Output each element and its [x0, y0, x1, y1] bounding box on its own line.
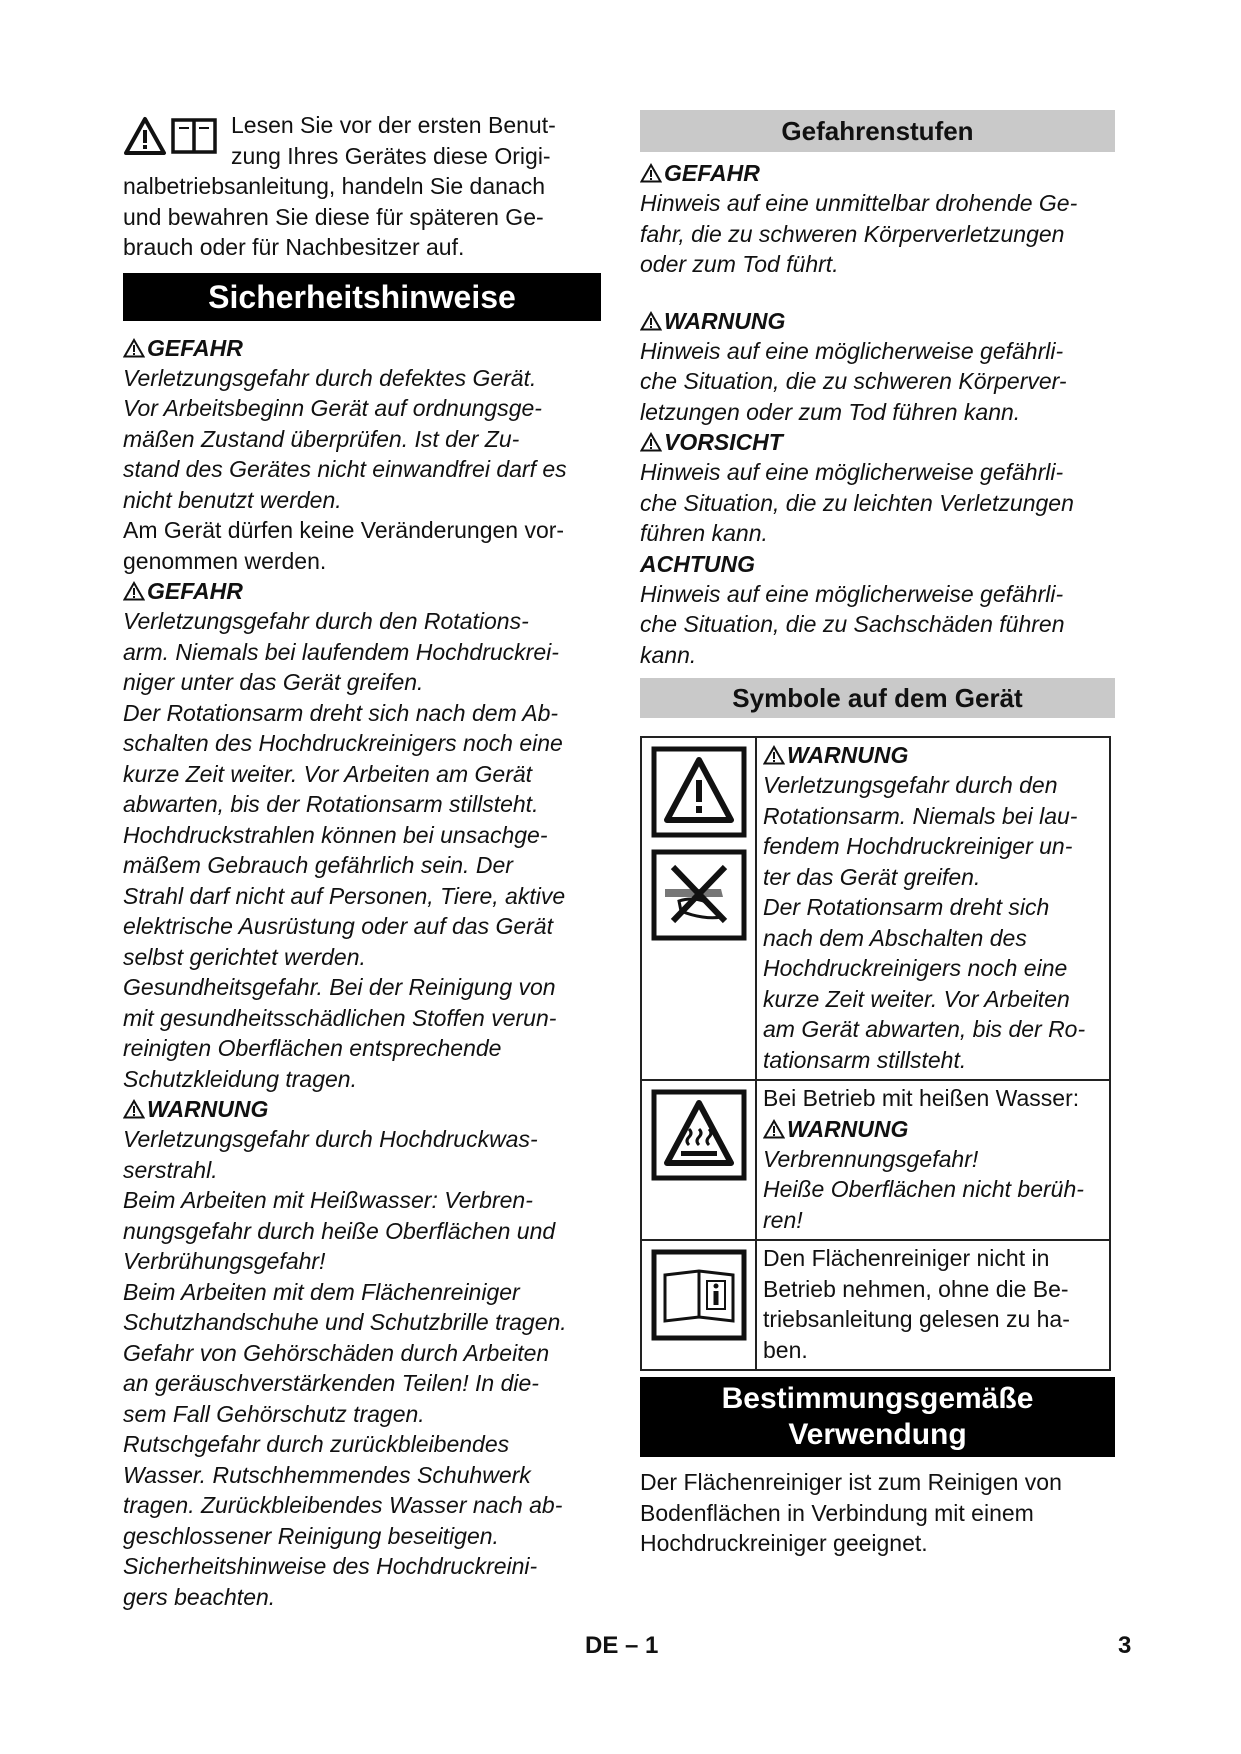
text-line: Verbrennungsgefahr!	[763, 1145, 979, 1172]
text-line: Wasser. Rutschhemmendes Schuhwerk	[123, 1461, 531, 1488]
text-line: Der Rotationsarm dreht sich	[763, 894, 1050, 920]
bestimmung-text	[640, 1467, 1115, 1559]
danger-level-achtung	[640, 549, 1115, 671]
symbol-row-hot-surface	[641, 1080, 1110, 1240]
hot-water-intro: Bei Betrieb mit heißen Wasser:	[763, 1085, 1080, 1111]
warnung-text	[123, 1124, 601, 1612]
warnung-label	[123, 1094, 601, 1124]
section-title-sicherheitshinweise: Sicherheitshinweise	[123, 273, 601, 321]
right-column	[640, 110, 1115, 1559]
text-line: che Situation, die zu leichten Verletzungen	[640, 489, 1074, 516]
text-line: niger unter das Gerät greifen.	[123, 669, 424, 695]
text-line: che Situation, die zu schweren Körperver-	[640, 368, 1067, 394]
text-line: sem Fall Gehörschutz tragen.	[123, 1400, 425, 1427]
gefahr-label	[123, 576, 601, 606]
text-line: kurze Zeit weiter. Vor Arbeiten am Gerät	[123, 760, 533, 787]
text-line: Betrieb nehmen, ohne die Be-	[763, 1275, 1069, 1302]
text-line: che Situation, die zu Sachschäden führen	[640, 611, 1065, 637]
section-title-symbole: Symbole auf dem Gerät	[640, 678, 1115, 718]
symbols-table	[640, 736, 1111, 1371]
symbol1-text	[763, 770, 1105, 1075]
text-line: am Gerät abwarten, bis der Ro-	[763, 1016, 1086, 1042]
text-line: Den Flächenreiniger nicht in	[763, 1245, 1050, 1271]
warning-triangle-icon	[763, 1119, 785, 1139]
text-line: ren!	[763, 1206, 803, 1233]
danger-levels	[640, 158, 1115, 670]
text-line: Hinweis auf eine unmittelbar drohende Ge-	[640, 190, 1078, 216]
level-label-text: WARNUNG	[664, 307, 786, 334]
warning-sign-icon	[651, 746, 747, 838]
gefahr-block-2	[123, 576, 601, 1094]
text-line: elektrische Ausrüstung oder auf das Gerät	[123, 913, 553, 939]
symbol3-text	[763, 1243, 1105, 1365]
text-line: nicht benutzt werden.	[123, 486, 342, 513]
danger-level-warnung	[640, 306, 1115, 428]
text-line: Hochdruckstrahlen können bei unsachge-	[123, 821, 548, 848]
text-line: Sicherheitshinweise des Hochdruckreini-	[123, 1553, 538, 1579]
read-manual-icon	[651, 1249, 747, 1341]
text-line: Der Rotationsarm dreht sich nach dem Ab-	[123, 699, 559, 726]
gefahr1-italic-text	[123, 363, 601, 516]
text-line: fendem Hochdruckreiniger un-	[763, 833, 1073, 859]
symbol2-text	[763, 1144, 1105, 1236]
symbol-text-cell	[756, 737, 1110, 1080]
symbol-row-rotation	[641, 737, 1110, 1080]
text-line: Schutzhandschuhe und Schutzbrille tragen.	[123, 1309, 567, 1335]
text-line: selbst gerichtet werden.	[123, 943, 366, 970]
text-line: ben.	[763, 1336, 808, 1363]
text-line: Rotationsarm. Niemals bei lau-	[763, 802, 1078, 829]
text-line: triebsanleitung gelesen zu ha-	[763, 1306, 1070, 1332]
intro-icons	[123, 116, 217, 156]
symbol-text-cell	[756, 1080, 1110, 1240]
text-line: mäßem Gebrauch gefährlich sein. Der	[123, 852, 513, 878]
symbol-icons-cell	[641, 737, 756, 1080]
danger-level-gefahr	[640, 158, 1115, 280]
warning-triangle-icon	[640, 432, 662, 452]
symbol-text-cell	[756, 1240, 1110, 1370]
symbol-icons-cell	[641, 1080, 756, 1240]
text-line: kurze Zeit weiter. Vor Arbeiten	[763, 985, 1070, 1012]
level-label	[640, 427, 1115, 457]
danger-level-vorsicht	[640, 427, 1115, 549]
symbol-icons-cell	[641, 1240, 756, 1370]
text-line: Verletzungsgefahr durch defektes Gerät.	[123, 364, 537, 391]
text-line: Der Flächenreiniger ist zum Reinigen von	[640, 1469, 1062, 1495]
footer-dash: – 1	[625, 1632, 659, 1659]
level-label	[640, 158, 1115, 188]
warnung-label-text: WARNUNG	[787, 1115, 909, 1142]
level-text	[640, 457, 1115, 549]
level-text	[640, 188, 1115, 280]
gefahr-block-1	[123, 333, 601, 577]
gefahr-label-text: GEFAHR	[147, 578, 243, 604]
text-line: gers beachten.	[123, 1583, 276, 1610]
text-line: Hinweis auf eine möglicherweise gefährli-	[640, 580, 1064, 607]
text-line: nach dem Abschalten des	[763, 924, 1027, 951]
section-title-gefahrenstufen: Gefahrenstufen	[640, 110, 1115, 152]
gefahr-label	[123, 333, 601, 363]
text-line: Vor Arbeitsbeginn Gerät auf ordnungsge-	[123, 395, 542, 421]
text-line: Verbrühungsgefahr!	[123, 1248, 326, 1274]
warnung-label	[763, 1114, 1105, 1144]
left-column	[123, 110, 601, 1612]
gefahr2-text	[123, 606, 601, 1094]
manual-book-icon	[171, 116, 217, 156]
text-line: kann.	[640, 641, 697, 668]
text-line: schalten des Hochdruckreinigers noch eine	[123, 730, 563, 756]
text-line: ter das Gerät greifen.	[763, 863, 981, 890]
level-text	[640, 579, 1115, 671]
warnung-label-text: WARNUNG	[787, 742, 909, 768]
level-label-text: VORSICHT	[664, 429, 783, 455]
text-line: Hinweis auf eine möglicherweise gefährli-	[640, 337, 1064, 364]
text-line: Verletzungsgefahr durch den Rotations-	[123, 608, 529, 634]
text-line: führen kann.	[640, 520, 768, 546]
warning-triangle-icon	[123, 1099, 145, 1119]
no-hand-under-device-icon	[651, 849, 747, 941]
intro	[123, 110, 601, 263]
warning-triangle-icon	[763, 745, 785, 765]
warnung-label-text: WARNUNG	[147, 1096, 269, 1122]
text-line: Hinweis auf eine möglicherweise gefährli-	[640, 459, 1064, 485]
text-line: an geräuschverstärkenden Teilen! In die-	[123, 1370, 539, 1396]
text-line: Verletzungsgefahr durch Hochdruckwas-	[123, 1126, 538, 1152]
text-line: Hochdruckreinigers noch eine	[763, 955, 1068, 981]
text-line: Beim Arbeiten mit Heißwasser: Verbren-	[123, 1187, 533, 1213]
text-line: Verletzungsgefahr durch den	[763, 772, 1058, 798]
text-line: abwarten, bis der Rotationsarm stillsteht.	[123, 791, 539, 817]
text-line: tragen. Zurückbleibendes Wasser nach ab-	[123, 1492, 563, 1518]
text-line: Gefahr von Gehörschäden durch Arbeiten	[123, 1339, 550, 1366]
text-line: Bodenflächen in Verbindung mit einem	[640, 1499, 1034, 1526]
text-line: Gesundheitsgefahr. Bei der Reinigung von	[123, 974, 556, 1000]
text-line: und bewahren Sie diese für späteren Ge-	[123, 203, 544, 230]
section-title-bestimmung	[640, 1377, 1115, 1457]
text-line: oder zum Tod führt.	[640, 251, 839, 277]
text-line: serstrahl.	[123, 1156, 218, 1183]
text-line: tationsarm stillsteht.	[763, 1046, 967, 1073]
text-line: brauch oder für Nachbesitzer auf.	[123, 234, 465, 260]
text-line: zung Ihres Gerätes diese Origi-	[231, 142, 551, 169]
title-line: Verwendung	[788, 1418, 967, 1451]
warning-triangle-icon	[123, 338, 145, 358]
level-label-text: GEFAHR	[664, 160, 760, 186]
footer-page-label	[585, 1632, 658, 1660]
symbol-row-manual	[641, 1240, 1110, 1370]
warnung-label	[763, 740, 1105, 770]
level-text	[640, 336, 1115, 428]
text-line: Am Gerät dürfen keine Veränderungen vor-	[123, 517, 565, 543]
warning-triangle-icon	[123, 581, 145, 601]
text-line: Hochdruckreiniger geeignet.	[640, 1530, 928, 1556]
text-line: Beim Arbeiten mit dem Flächenreiniger	[123, 1278, 520, 1305]
level-label-text: ACHTUNG	[640, 550, 755, 577]
text-line: Schutzkleidung tragen.	[123, 1065, 357, 1092]
warnung-block	[123, 1094, 601, 1612]
text-line: Heiße Oberflächen nicht berüh-	[763, 1176, 1084, 1202]
text-line: nalbetriebsanleitung, handeln Sie danach	[123, 173, 545, 199]
text-line: Rutschgefahr durch zurückbleibendes	[123, 1431, 510, 1457]
level-label	[640, 306, 1115, 336]
text-line: geschlossener Reinigung beseitigen.	[123, 1522, 499, 1549]
text-line: arm. Niemals bei laufendem Hochdruckrei-	[123, 638, 559, 665]
warning-triangle-icon	[640, 163, 662, 183]
text-line: letzungen oder zum Tod führen kann.	[640, 398, 1021, 425]
title-line: Bestimmungsgemäße	[721, 1382, 1034, 1415]
text-line: Strahl darf nicht auf Personen, Tiere, aktive	[123, 882, 566, 909]
text-line: mäßen Zustand überprüfen. Ist der Zu-	[123, 425, 520, 452]
warning-triangle-icon	[123, 116, 167, 156]
warning-triangle-icon	[640, 311, 662, 331]
text-line: stand des Gerätes nicht einwandfrei darf es	[123, 456, 567, 482]
text-line: genommen werden.	[123, 547, 327, 574]
hot-surface-icon	[651, 1089, 747, 1181]
page-number: 3	[1118, 1632, 1132, 1659]
text-line: fahr, die zu schweren Körperverletzungen	[640, 220, 1065, 247]
text-line: Lesen Sie vor der ersten Benut-	[231, 112, 556, 138]
gefahr-label-text: GEFAHR	[147, 334, 243, 361]
text-line: reinigten Oberflächen entsprechende	[123, 1035, 502, 1061]
text-line: mit gesundheitsschädlichen Stoffen verun-	[123, 1004, 557, 1031]
level-label	[640, 549, 1115, 579]
footer-lang: DE	[585, 1632, 619, 1659]
gefahr1-normal-text	[123, 515, 601, 576]
text-line: nungsgefahr durch heiße Oberflächen und	[123, 1217, 556, 1244]
